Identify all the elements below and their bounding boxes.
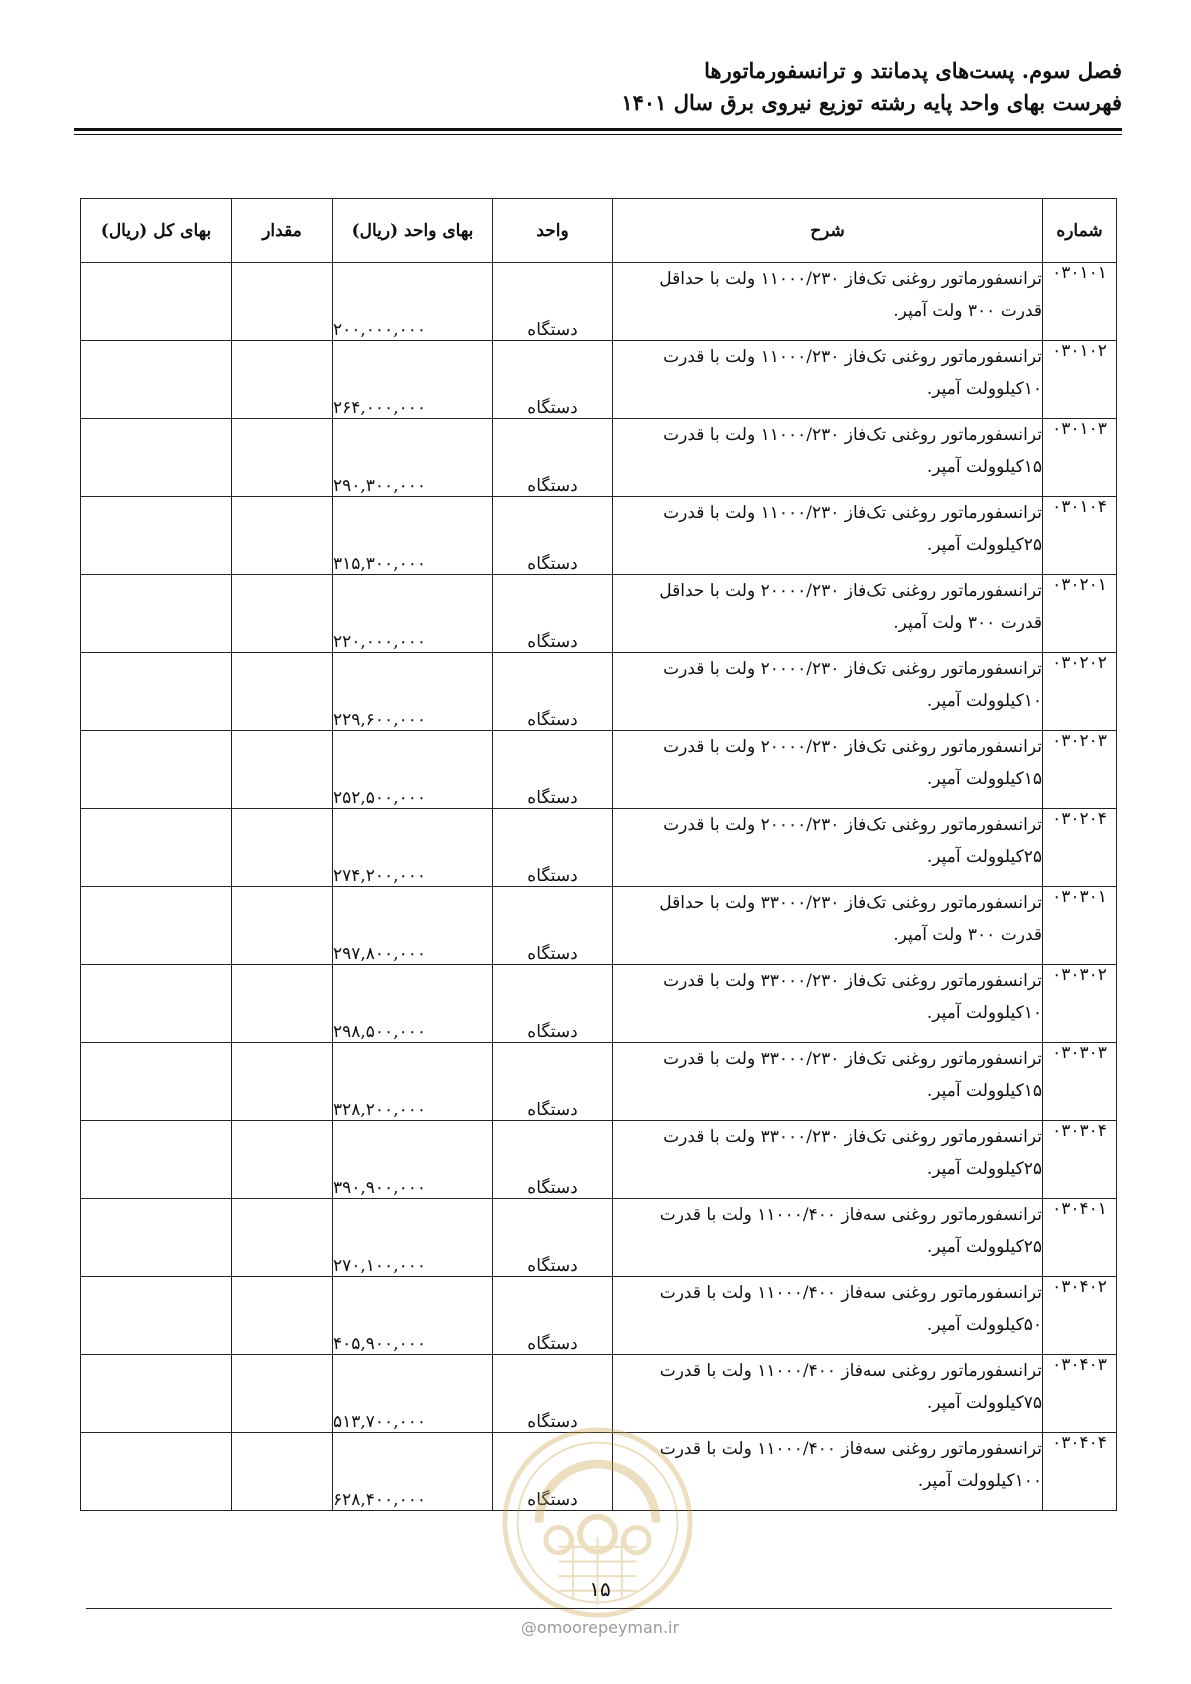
table-row — [81, 731, 1117, 809]
item-number: ۰۳۰۱۰۲ — [1043, 341, 1117, 419]
description-line: ترانسفورماتور روغنی تک‌فاز ۲۰۰۰۰/۲۳۰ ولت با قدرت — [663, 659, 1042, 679]
description-line: ترانسفورماتور روغنی تک‌فاز ۲۰۰۰۰/۲۳۰ ولت با قدرت — [663, 815, 1042, 835]
item-description — [613, 341, 1043, 419]
item-unit: دستگاه — [493, 263, 613, 341]
catalog-title: فهرست بهای واحد پایه رشته توزیع نیروی برق سال ۱۴۰۱ — [621, 90, 1122, 115]
item-description — [613, 809, 1043, 887]
description-line: قدرت ۳۰۰ ولت آمپر. — [893, 925, 1042, 945]
table-row — [81, 1121, 1117, 1199]
item-total-price — [81, 1121, 232, 1199]
item-quantity — [232, 653, 333, 731]
column-header-quantity: مقدار — [232, 199, 333, 263]
item-number: ۰۳۰۱۰۱ — [1043, 263, 1117, 341]
item-description — [613, 1121, 1043, 1199]
item-total-price — [81, 1355, 232, 1433]
item-number: ۰۳۰۴۰۱ — [1043, 1199, 1117, 1277]
item-description — [613, 575, 1043, 653]
item-unit: دستگاه — [493, 419, 613, 497]
item-number: ۰۳۰۴۰۳ — [1043, 1355, 1117, 1433]
item-unit-price: ۲۲۹,۶۰۰,۰۰۰ — [333, 653, 493, 731]
column-header-unit-price: بهای واحد (ریال) — [333, 199, 493, 263]
description-line: ۵۰کیلوولت آمپر. — [926, 1315, 1042, 1335]
description-line: ۱۰کیلوولت آمپر. — [926, 691, 1042, 711]
item-quantity — [232, 1355, 333, 1433]
description-line: ۲۵کیلوولت آمپر. — [926, 1159, 1042, 1179]
description-line: ۱۵کیلوولت آمپر. — [926, 457, 1042, 477]
description-line: ترانسفورماتور روغنی سه‌فاز ۱۱۰۰۰/۴۰۰ ولت با قدرت — [659, 1361, 1042, 1381]
item-unit-price: ۳۱۵,۳۰۰,۰۰۰ — [333, 497, 493, 575]
item-description — [613, 1043, 1043, 1121]
description-line: ترانسفورماتور روغنی تک‌فاز ۱۱۰۰۰/۲۳۰ ولت با قدرت — [663, 503, 1042, 523]
item-description — [613, 497, 1043, 575]
item-unit-price: ۲۷۰,۱۰۰,۰۰۰ — [333, 1199, 493, 1277]
item-total-price — [81, 731, 232, 809]
item-description — [613, 1355, 1043, 1433]
description-line: ۲۵کیلوولت آمپر. — [926, 1237, 1042, 1257]
table-row — [81, 497, 1117, 575]
description-line: ۲۵کیلوولت آمپر. — [926, 847, 1042, 867]
item-total-price — [81, 263, 232, 341]
description-line: ترانسفورماتور روغنی تک‌فاز ۳۳۰۰۰/۲۳۰ ولت با قدرت — [663, 971, 1042, 991]
table-row — [81, 575, 1117, 653]
item-unit-price: ۵۱۳,۷۰۰,۰۰۰ — [333, 1355, 493, 1433]
table-row — [81, 1199, 1117, 1277]
table-row — [81, 341, 1117, 419]
item-number: ۰۳۰۳۰۴ — [1043, 1121, 1117, 1199]
item-total-price — [81, 497, 232, 575]
item-quantity — [232, 575, 333, 653]
item-total-price — [81, 1199, 232, 1277]
item-quantity — [232, 1121, 333, 1199]
item-unit-price: ۲۰۰,۰۰۰,۰۰۰ — [333, 263, 493, 341]
column-header-number: شماره — [1043, 199, 1117, 263]
description-line: ترانسفورماتور روغنی سه‌فاز ۱۱۰۰۰/۴۰۰ ولت با قدرت — [659, 1283, 1042, 1303]
table-row — [81, 1355, 1117, 1433]
description-line: ترانسفورماتور روغنی سه‌فاز ۱۱۰۰۰/۴۰۰ ولت با قدرت — [659, 1439, 1042, 1459]
item-number: ۰۳۰۳۰۳ — [1043, 1043, 1117, 1121]
item-unit: دستگاه — [493, 1355, 613, 1433]
item-description — [613, 419, 1043, 497]
item-number: ۰۳۰۲۰۲ — [1043, 653, 1117, 731]
description-line: ترانسفورماتور روغنی تک‌فاز ۲۰۰۰۰/۲۳۰ ولت با قدرت — [663, 737, 1042, 757]
item-quantity — [232, 1433, 333, 1511]
item-unit: دستگاه — [493, 341, 613, 419]
item-number: ۰۳۰۴۰۲ — [1043, 1277, 1117, 1355]
description-line: قدرت ۳۰۰ ولت آمپر. — [893, 301, 1042, 321]
description-line: ترانسفورماتور روغنی تک‌فاز ۱۱۰۰۰/۲۳۰ ولت با قدرت — [663, 425, 1042, 445]
description-line: ترانسفورماتور روغنی تک‌فاز ۲۰۰۰۰/۲۳۰ ولت با حداقل — [659, 581, 1042, 601]
table-row — [81, 1277, 1117, 1355]
item-number: ۰۳۰۱۰۳ — [1043, 419, 1117, 497]
chapter-title: فصل سوم. پست‌های پدمانتد و ترانسفورماتورها — [704, 58, 1122, 83]
description-line: ترانسفورماتور روغنی تک‌فاز ۱۱۰۰۰/۲۳۰ ولت با قدرت — [663, 347, 1042, 367]
item-quantity — [232, 731, 333, 809]
item-unit-price: ۳۹۰,۹۰۰,۰۰۰ — [333, 1121, 493, 1199]
description-line: قدرت ۳۰۰ ولت آمپر. — [893, 613, 1042, 633]
item-unit: دستگاه — [493, 1277, 613, 1355]
item-total-price — [81, 1277, 232, 1355]
item-unit-price: ۲۲۰,۰۰۰,۰۰۰ — [333, 575, 493, 653]
item-quantity — [232, 887, 333, 965]
item-unit: دستگاه — [493, 809, 613, 887]
item-unit-price: ۲۷۴,۲۰۰,۰۰۰ — [333, 809, 493, 887]
description-line: ترانسفورماتور روغنی سه‌فاز ۱۱۰۰۰/۴۰۰ ولت با قدرت — [659, 1205, 1042, 1225]
item-description — [613, 887, 1043, 965]
item-description — [613, 731, 1043, 809]
page-number: ۱۵ — [589, 1577, 611, 1601]
table-row — [81, 887, 1117, 965]
item-quantity — [232, 1199, 333, 1277]
item-total-price — [81, 341, 232, 419]
item-total-price — [81, 965, 232, 1043]
item-unit-price: ۳۲۸,۲۰۰,۰۰۰ — [333, 1043, 493, 1121]
description-line: ۱۵کیلوولت آمپر. — [926, 1081, 1042, 1101]
item-number: ۰۳۰۳۰۲ — [1043, 965, 1117, 1043]
table-row — [81, 263, 1117, 341]
item-unit: دستگاه — [493, 497, 613, 575]
table-header-row — [81, 199, 1117, 263]
description-line: ۱۰کیلوولت آمپر. — [926, 379, 1042, 399]
item-unit: دستگاه — [493, 1433, 613, 1511]
item-number: ۰۳۰۴۰۴ — [1043, 1433, 1117, 1511]
item-unit: دستگاه — [493, 1199, 613, 1277]
item-number: ۰۳۰۲۰۱ — [1043, 575, 1117, 653]
item-quantity — [232, 1043, 333, 1121]
item-quantity — [232, 965, 333, 1043]
description-line: ترانسفورماتور روغنی تک‌فاز ۳۳۰۰۰/۲۳۰ ولت با حداقل — [659, 893, 1042, 913]
item-unit: دستگاه — [493, 1121, 613, 1199]
price-table — [80, 198, 1117, 1511]
item-quantity — [232, 497, 333, 575]
table-row — [81, 965, 1117, 1043]
item-number: ۰۳۰۲۰۳ — [1043, 731, 1117, 809]
item-unit: دستگاه — [493, 653, 613, 731]
header-rule-thick — [74, 128, 1122, 131]
item-unit-price: ۴۰۵,۹۰۰,۰۰۰ — [333, 1277, 493, 1355]
item-number: ۰۳۰۱۰۴ — [1043, 497, 1117, 575]
item-total-price — [81, 653, 232, 731]
page-header — [74, 55, 1122, 119]
item-unit: دستگاه — [493, 575, 613, 653]
table-row — [81, 1043, 1117, 1121]
description-line: ۱۰کیلوولت آمپر. — [926, 1003, 1042, 1023]
header-rule-thin — [74, 134, 1122, 135]
description-line: ترانسفورماتور روغنی تک‌فاز ۳۳۰۰۰/۲۳۰ ولت با قدرت — [663, 1049, 1042, 1069]
item-number: ۰۳۰۲۰۴ — [1043, 809, 1117, 887]
column-header-unit: واحد — [493, 199, 613, 263]
item-unit-price: ۲۵۲,۵۰۰,۰۰۰ — [333, 731, 493, 809]
item-total-price — [81, 1433, 232, 1511]
item-unit-price: ۲۹۷,۸۰۰,۰۰۰ — [333, 887, 493, 965]
item-quantity — [232, 1277, 333, 1355]
table-row — [81, 419, 1117, 497]
item-number: ۰۳۰۳۰۱ — [1043, 887, 1117, 965]
description-line: ۲۵کیلوولت آمپر. — [926, 535, 1042, 555]
item-quantity — [232, 263, 333, 341]
item-quantity — [232, 419, 333, 497]
item-quantity — [232, 341, 333, 419]
item-quantity — [232, 809, 333, 887]
description-line: ترانسفورماتور روغنی تک‌فاز ۱۱۰۰۰/۲۳۰ ولت با حداقل — [659, 269, 1042, 289]
column-header-total-price: بهای کل (ریال) — [81, 199, 232, 263]
item-description — [613, 653, 1043, 731]
footer-rule — [86, 1608, 1112, 1609]
description-line: ۷۵کیلوولت آمپر. — [926, 1393, 1042, 1413]
description-line: ترانسفورماتور روغنی تک‌فاز ۳۳۰۰۰/۲۳۰ ولت با قدرت — [663, 1127, 1042, 1147]
item-description — [613, 1199, 1043, 1277]
item-description — [613, 965, 1043, 1043]
item-total-price — [81, 1043, 232, 1121]
item-unit: دستگاه — [493, 887, 613, 965]
item-unit-price: ۶۲۸,۴۰۰,۰۰۰ — [333, 1433, 493, 1511]
item-unit: دستگاه — [493, 731, 613, 809]
item-unit: دستگاه — [493, 965, 613, 1043]
item-total-price — [81, 887, 232, 965]
item-unit: دستگاه — [493, 1043, 613, 1121]
item-total-price — [81, 419, 232, 497]
item-description — [613, 1277, 1043, 1355]
watermark-text: @omoorepeyman.ir — [520, 1618, 680, 1637]
description-line: ۱۵کیلوولت آمپر. — [926, 769, 1042, 789]
item-unit-price: ۲۹۸,۵۰۰,۰۰۰ — [333, 965, 493, 1043]
item-total-price — [81, 809, 232, 887]
item-unit-price: ۲۶۴,۰۰۰,۰۰۰ — [333, 341, 493, 419]
item-description — [613, 263, 1043, 341]
table-row — [81, 653, 1117, 731]
description-line: ۱۰۰کیلوولت آمپر. — [917, 1471, 1042, 1491]
item-total-price — [81, 575, 232, 653]
item-unit-price: ۲۹۰,۳۰۰,۰۰۰ — [333, 419, 493, 497]
column-header-description: شرح — [613, 199, 1043, 263]
table-row — [81, 809, 1117, 887]
